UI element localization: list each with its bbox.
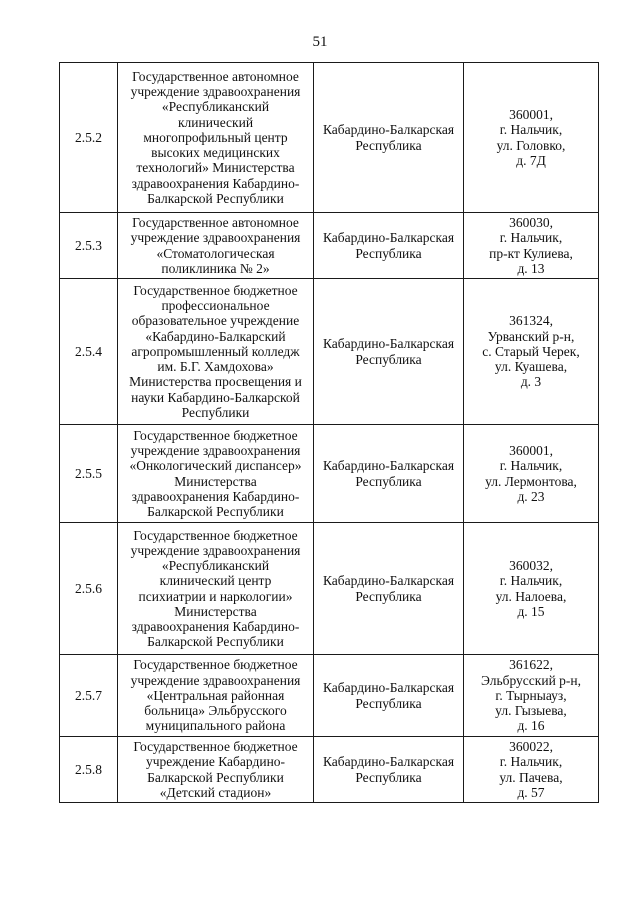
institution-name: Государственное бюджетное профессиональное образовательное учреждение «Кабардино-Балкарский агропромышленный колледж им. Б.Г. Хамдохова» Министерства просвещения и науки Кабардино-Балкарской Республики <box>118 279 314 425</box>
address: 361622, Эльбрусский р-н, г. Тырныауз, ул. Гызыева, д. 16 <box>464 655 599 737</box>
row-number: 2.5.3 <box>60 213 118 279</box>
institution-name: Государственное автономное учреждение здравоохранения «Республиканский клинический многопрофильный центр высоких медицинских технологий» Министерства здравоохранения Кабардино- Балкарской Республики <box>118 63 314 213</box>
table-row <box>60 279 599 425</box>
address: 361324, Урванский р-н, с. Старый Черек, ул. Куашева, д. 3 <box>464 279 599 425</box>
region: Кабардино-Балкарская Республика <box>314 213 464 279</box>
institutions-table <box>59 62 599 803</box>
row-number: 2.5.2 <box>60 63 118 213</box>
row-number: 2.5.8 <box>60 737 118 803</box>
region: Кабардино-Балкарская Республика <box>314 425 464 523</box>
table-row <box>60 213 599 279</box>
region: Кабардино-Балкарская Республика <box>314 279 464 425</box>
address: 360001, г. Нальчик, ул. Головко, д. 7Д <box>464 63 599 213</box>
institution-name: Государственное автономное учреждение здравоохранения «Стоматологическая поликлиника № 2» <box>118 213 314 279</box>
row-number: 2.5.6 <box>60 523 118 655</box>
address: 360001, г. Нальчик, ул. Лермонтова, д. 23 <box>464 425 599 523</box>
region: Кабардино-Балкарская Республика <box>314 655 464 737</box>
table-row <box>60 425 599 523</box>
address: 360030, г. Нальчик, пр-кт Кулиева, д. 13 <box>464 213 599 279</box>
address: 360022, г. Нальчик, ул. Пачева, д. 57 <box>464 737 599 803</box>
address: 360032, г. Нальчик, ул. Налоева, д. 15 <box>464 523 599 655</box>
table-row <box>60 737 599 803</box>
region: Кабардино-Балкарская Республика <box>314 737 464 803</box>
region: Кабардино-Балкарская Республика <box>314 523 464 655</box>
institution-name: Государственное бюджетное учреждение Кабардино- Балкарской Республики «Детский стадион» <box>118 737 314 803</box>
row-number: 2.5.4 <box>60 279 118 425</box>
table-row <box>60 655 599 737</box>
institution-name: Государственное бюджетное учреждение здравоохранения «Центральная районная больница» Эльбрусского муниципального района <box>118 655 314 737</box>
row-number: 2.5.5 <box>60 425 118 523</box>
institution-name: Государственное бюджетное учреждение здравоохранения «Онкологический диспансер» Министерства здравоохранения Кабардино- Балкарской Республики <box>118 425 314 523</box>
region: Кабардино-Балкарская Республика <box>314 63 464 213</box>
institution-name: Государственное бюджетное учреждение здравоохранения «Республиканский клинический центр психиатрии и наркологии» Министерства здравоохранения Кабардино- Балкарской Республики <box>118 523 314 655</box>
row-number: 2.5.7 <box>60 655 118 737</box>
page-number: 51 <box>312 34 328 50</box>
table-row <box>60 63 599 213</box>
table-row <box>60 523 599 655</box>
